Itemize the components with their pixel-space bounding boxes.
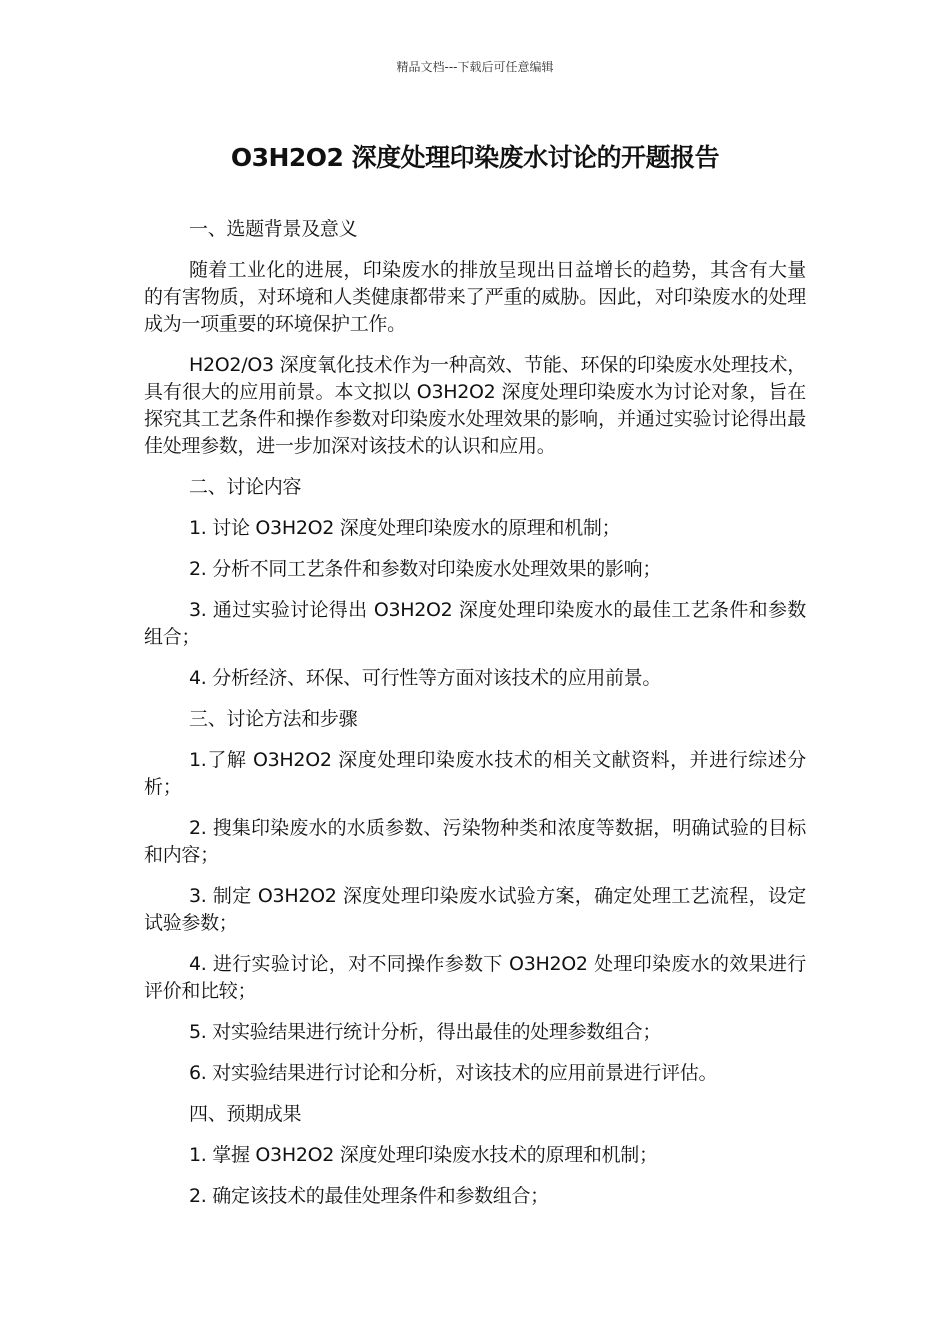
list-item: 4. 进行实验讨论，对不同操作参数下 O3H2O2 处理印染废水的效果进行评价和比较； xyxy=(144,953,806,1002)
list-item: 1. 讨论 O3H2O2 深度处理印染废水的原理和机制； xyxy=(189,517,621,539)
list-item: 1.了解 O3H2O2 深度处理印染废水技术的相关文献资料，并进行综述分析； xyxy=(144,749,806,798)
body-paragraph: H2O2/O3 深度氧化技术作为一种高效、节能、环保的印染废水处理技术，具有很大的应用前景。本文拟以 O3H2O2 深度处理印染废水为讨论对象，旨在探究其工艺条件和操作参数对印染废水处理效果的影响，并通过实验讨论得出最佳处理参数，进一步加深对该技术的认识和应用。 xyxy=(144,354,806,457)
page-header: 精品文档---下载后可任意编辑 xyxy=(396,60,554,74)
list-item: 2. 搜集印染废水的水质参数、污染物种类和浓度等数据，明确试验的目标和内容； xyxy=(144,817,806,866)
body-paragraph: 随着工业化的进展，印染废水的排放呈现出日益增长的趋势，其含有大量的有害物质，对环境和人类健康都带来了严重的威胁。因此，对印染废水的处理成为一项重要的环境保护工作。 xyxy=(144,259,806,335)
list-item: 2. 分析不同工艺条件和参数对印染废水处理效果的影响； xyxy=(189,558,662,580)
list-item: 6. 对实验结果进行讨论和分析，对该技术的应用前景进行评估。 xyxy=(189,1062,718,1084)
section-heading-methods: 三、讨论方法和步骤 xyxy=(189,708,358,730)
list-item: 4. 分析经济、环保、可行性等方面对该技术的应用前景。 xyxy=(189,667,662,689)
list-item: 5. 对实验结果进行统计分析，得出最佳的处理参数组合； xyxy=(189,1021,662,1043)
list-item: 3. 通过实验讨论得出 O3H2O2 深度处理印染废水的最佳工艺条件和参数组合； xyxy=(144,599,806,648)
document-body xyxy=(144,216,806,1224)
document-title: O3H2O2 深度处理印染废水讨论的开题报告 xyxy=(230,143,720,172)
list-item: 3. 制定 O3H2O2 深度处理印染废水试验方案，确定处理工艺流程，设定试验参数； xyxy=(144,885,806,934)
section-heading-content: 二、讨论内容 xyxy=(189,476,302,498)
list-item: 1. 掌握 O3H2O2 深度处理印染废水技术的原理和机制； xyxy=(189,1144,658,1166)
section-heading-outcomes: 四、预期成果 xyxy=(189,1103,302,1125)
list-item: 2. 确定该技术的最佳处理条件和参数组合； xyxy=(189,1185,549,1207)
section-heading-background: 一、选题背景及意义 xyxy=(189,218,358,240)
